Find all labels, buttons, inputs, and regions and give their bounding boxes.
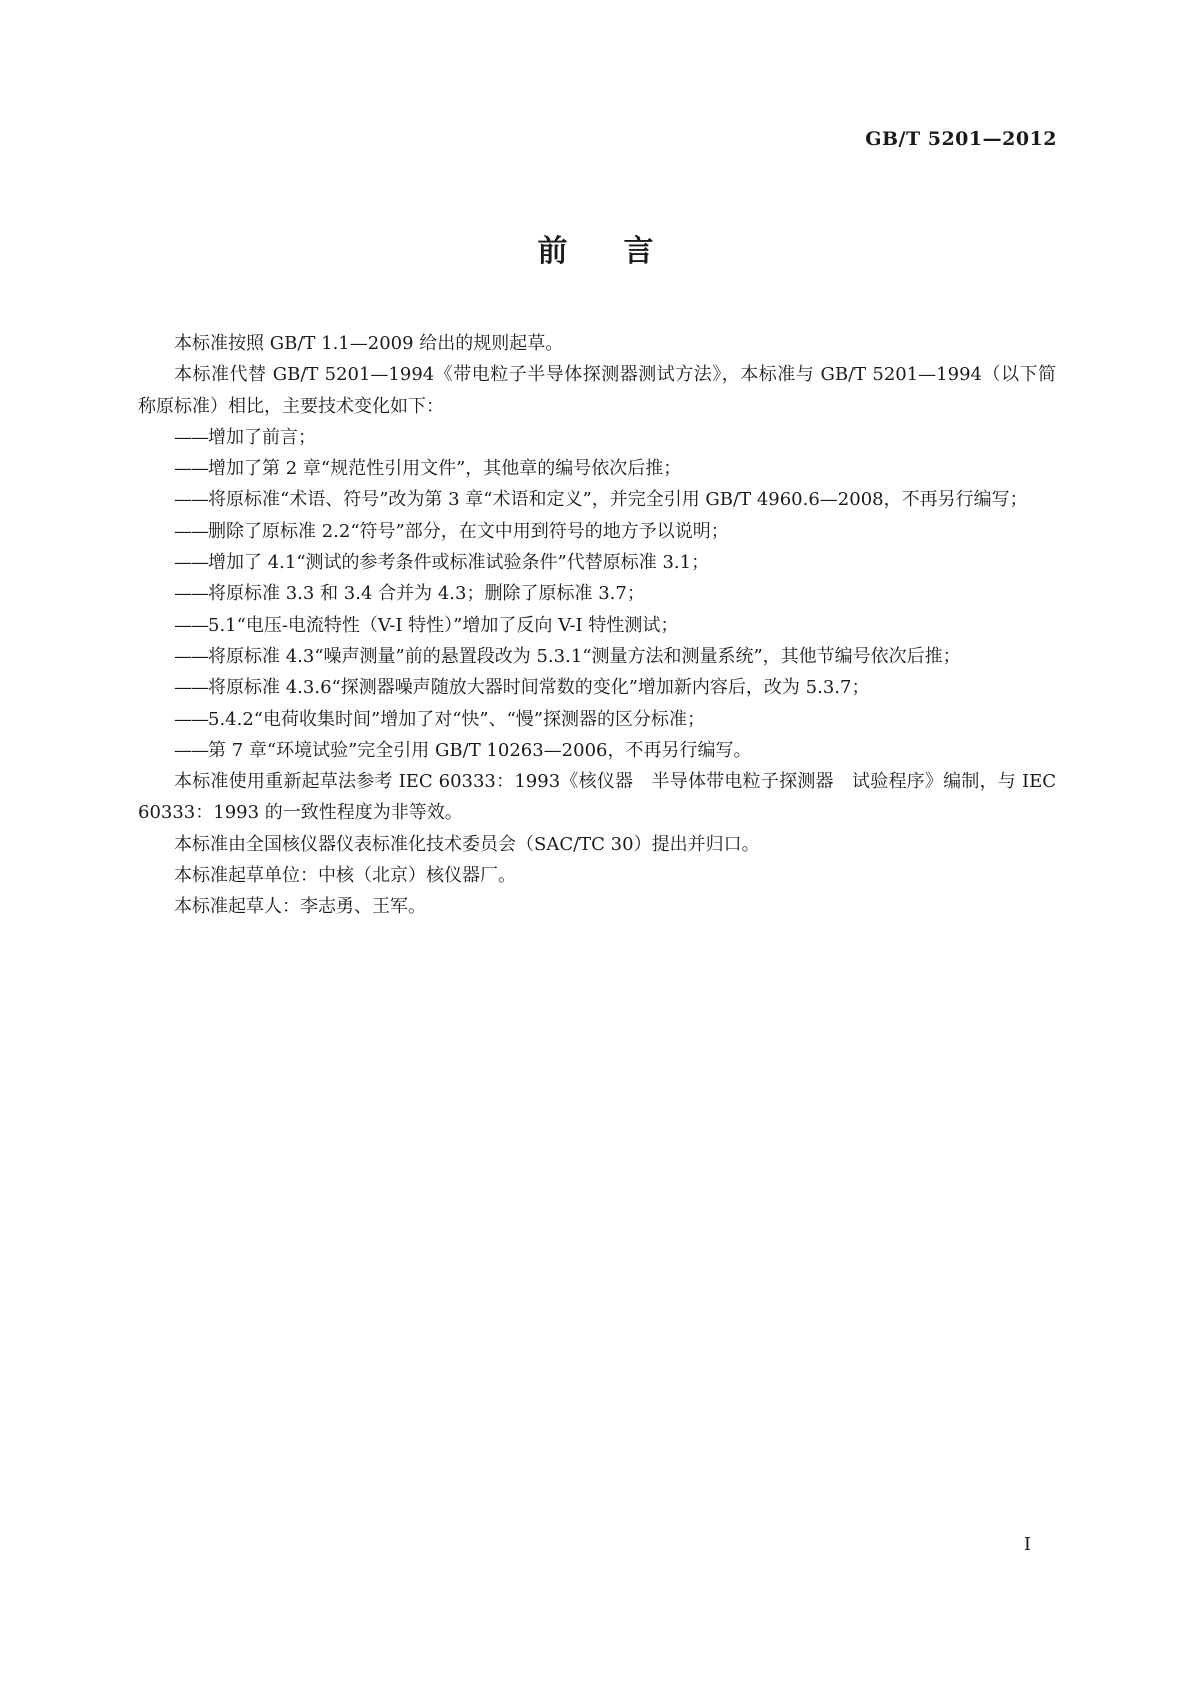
change-item xyxy=(138,422,1056,453)
change-dash: —— xyxy=(174,520,208,542)
change-item xyxy=(138,516,1056,547)
change-text: 增加了第 2 章“规范性引用文件”，其他章的编号依次后推； xyxy=(208,458,682,480)
change-item xyxy=(138,735,1056,766)
paragraph-drafting-unit: 本标准起草单位：中核（北京）核仪器厂。 xyxy=(174,865,516,887)
paragraph-drafting-rules: 本标准按照 GB/T 1.1—2009 给出的规则起草。 xyxy=(174,333,564,354)
change-item xyxy=(138,547,1056,578)
paragraph-drafters: 本标准起草人：李志勇、王军。 xyxy=(174,896,426,918)
change-item xyxy=(138,610,1056,641)
change-item xyxy=(138,672,1056,703)
change-text: 5.4.2“电荷收集时间”增加了对“快”、“慢”探测器的区分标准； xyxy=(208,708,706,730)
page-title: 前言 xyxy=(537,234,710,269)
change-dash: —— xyxy=(174,614,208,636)
change-dash: —— xyxy=(174,458,208,480)
change-dash: —— xyxy=(174,739,208,761)
change-dash: —— xyxy=(174,426,208,448)
change-text: 第 7 章“环境试验”完全引用 GB/T 10263—2006，不再另行编写。 xyxy=(208,739,752,761)
paragraph-reference-standard: 本标准使用重新起草法参考 IEC 60333：1993《核仪器 半导体带电粒子探测器 试验程序》编制，与 IEC 60333：1993 的一致性程度为非等效。 xyxy=(138,771,1056,824)
change-dash: —— xyxy=(174,489,208,511)
standard-code: GB/T 5201—2012 xyxy=(865,128,1057,150)
change-text: 增加了前言； xyxy=(208,426,316,448)
change-text: 增加了 4.1“测试的参考条件或标准试验条件”代替原标准 3.1； xyxy=(208,552,710,574)
change-item xyxy=(138,704,1056,735)
change-text: 将原标准 4.3.6“探测器噪声随放大器时间常数的变化”增加新内容后，改为 5.3.7； xyxy=(208,677,870,699)
change-dash: —— xyxy=(174,583,208,605)
change-dash: —— xyxy=(174,708,208,730)
change-text: 将原标准“术语、符号”改为第 3 章“术语和定义”，并完全引用 GB/T 4960.6—2008，不再另行编写； xyxy=(208,489,1028,511)
change-text: 5.1“电压-电流特性（V-I 特性）”增加了反向 V-I 特性测试； xyxy=(208,614,679,636)
change-text: 将原标准 3.3 和 3.4 合并为 4.3；删除了原标准 3.7； xyxy=(208,583,645,605)
change-dash: —— xyxy=(174,552,208,574)
paragraph-proposer: 本标准由全国核仪器仪表标准化技术委员会（SAC/TC 30）提出并归口。 xyxy=(174,833,760,855)
foreword-body xyxy=(138,328,1056,923)
change-item xyxy=(138,641,1056,672)
change-text: 删除了原标准 2.2“符号”部分，在文中用到符号的地方予以说明； xyxy=(208,520,729,542)
change-item xyxy=(138,484,1056,515)
page-number: I xyxy=(1023,1534,1031,1555)
change-dash: —— xyxy=(174,677,208,699)
paragraph-replacement: 本标准代替 GB/T 5201—1994《带电粒子半导体探测器测试方法》，本标准与 GB/T 5201—1994（以下简称原标准）相比，主要技术变化如下： xyxy=(138,364,1056,417)
change-item xyxy=(138,578,1056,609)
change-text: 将原标准 4.3“噪声测量”前的悬置段改为 5.3.1“测量方法和测量系统”，其他节编号依次后推； xyxy=(208,645,961,667)
change-dash: —— xyxy=(174,645,208,667)
change-item xyxy=(138,453,1056,484)
